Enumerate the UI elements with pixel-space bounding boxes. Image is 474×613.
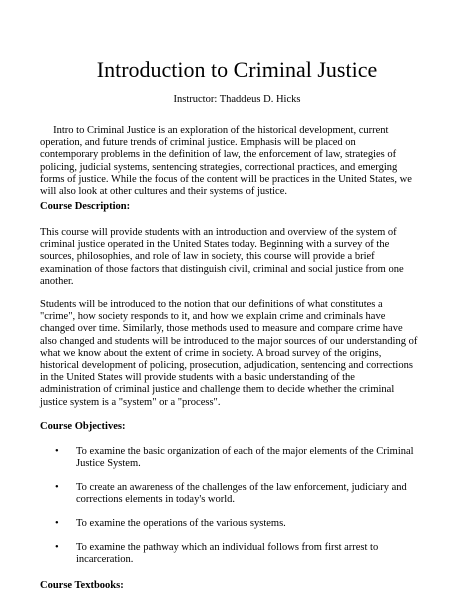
objective-item: [76, 542, 446, 566]
intro-paragraph: [40, 125, 440, 198]
intro-line: contemporary problems in the definition of law, the enforcement of law, strategies of: [40, 149, 397, 161]
objective-line: To create an awareness of the challenges of the law enforcement, judiciary and: [76, 482, 407, 493]
bullet-icon: •: [55, 446, 59, 457]
objective-item: [76, 518, 446, 530]
course-description-paragraph-2: [40, 299, 440, 409]
objective-line: incarceration.: [76, 554, 134, 566]
description-line: criminal justice operated in the United States today. Beginning with a survey of the: [40, 239, 390, 251]
bullet-icon: •: [55, 482, 59, 493]
course-textbooks-heading: Course Textbooks:: [40, 580, 124, 591]
description-line: examination of those factors that distinguish civil, criminal and social justice from one: [40, 263, 404, 275]
description-line: in the United States will provide students with a basic understanding of the: [40, 372, 355, 384]
intro-line: forms of justice. While the focus of the content will be practices in the United States, we: [40, 173, 412, 185]
description-line: Students will be introduced to the notion that our definitions of what constitutes a: [40, 299, 383, 310]
intro-line: Intro to Criminal Justice is an exploration of the historical development, current: [40, 125, 389, 136]
description-line: This course will provide students with an introduction and overview of the system of: [40, 227, 397, 238]
objective-line: To examine the operations of the various systems.: [76, 518, 286, 529]
document-title: Introduction to Criminal Justice: [96, 57, 378, 82]
bullet-icon: •: [55, 542, 59, 553]
objective-line: corrections elements in today's world.: [76, 494, 236, 506]
course-objectives-heading: Course Objectives:: [40, 421, 126, 432]
description-line: also changed and students will be introduced to the major sources of our understanding of: [40, 335, 418, 347]
course-description-paragraph-1: [40, 227, 440, 288]
instructor-line: Instructor: Thaddeus D. Hicks: [173, 94, 301, 105]
objective-line: Justice System.: [76, 458, 141, 470]
description-line: historical development of policing, prosecution, adjudication, sentencing and corrections: [40, 360, 413, 372]
description-line: administration of criminal justice and challenge them to decide whether the criminal: [40, 384, 395, 396]
intro-line: will also look at other cultures and their systems of justice.: [40, 186, 287, 198]
objective-line: To examine the pathway which an individual follows from first arrest to: [76, 542, 379, 553]
course-description-heading: Course Description:: [40, 201, 131, 212]
objective-item: [76, 482, 446, 506]
intro-line: policing, judicial systems, sentencing strategies, correctional practices, and emerging: [40, 161, 398, 173]
description-line: sources, philosophies, and role of law in society, this course will provide a brief: [40, 251, 375, 263]
description-line: changed over time. Similarly, those methods used to measure and compare crime have: [40, 323, 403, 335]
objective-line: To examine the basic organization of each of the major elements of the Criminal: [76, 446, 414, 457]
description-line: what we know about the extent of crime in society. A broad survey of the origins,: [40, 347, 382, 359]
description-line: justice system is a "system" or a "process".: [40, 396, 221, 408]
description-line: "crime", how society responds to it, and how we explain crime and criminals have: [40, 311, 386, 323]
description-line: another.: [40, 275, 74, 287]
bullet-icon: •: [55, 518, 59, 529]
intro-line: operation, and future trends of criminal justice. Emphasis will be placed on: [40, 137, 356, 149]
objective-item: [76, 446, 446, 470]
